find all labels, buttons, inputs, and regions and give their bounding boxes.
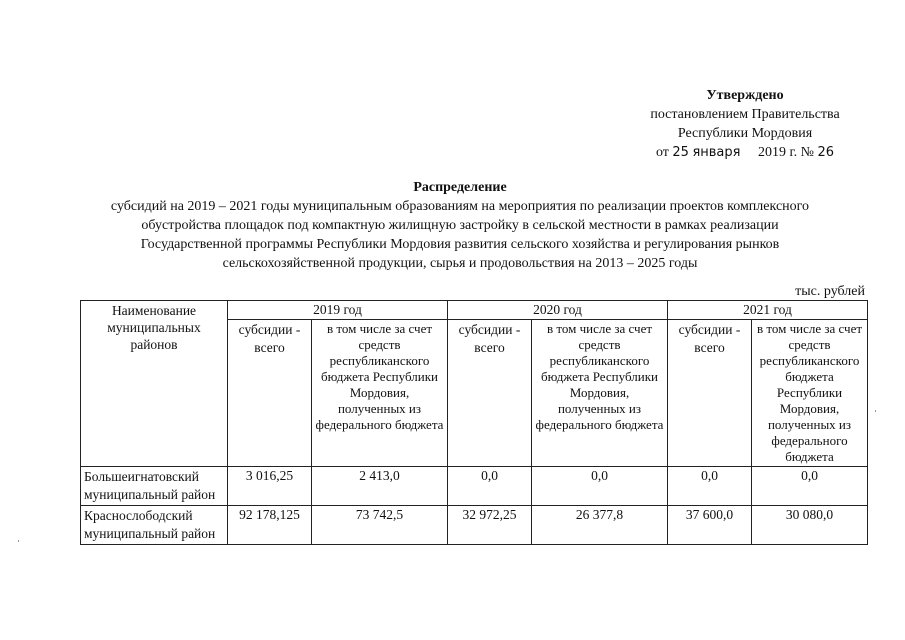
value-cell: 0,0 <box>448 467 532 506</box>
header-federal-share: в том числе за счет средств республиканского бюджета Республики Мордовия, полученных из федерального бюджета <box>752 320 868 467</box>
document-title <box>60 178 860 273</box>
approval-block <box>600 86 890 162</box>
header-federal-share: в том числе за счет средств республиканского бюджета Республики Мордовия, полученных из федерального бюджета <box>532 320 668 467</box>
value-cell: 37 600,0 <box>668 506 752 545</box>
header-year-2020: 2020 год <box>448 301 668 320</box>
table-row <box>81 506 868 545</box>
units-label: тыс. рублей <box>795 284 865 299</box>
distribution-table <box>80 300 868 545</box>
table-header-years <box>81 301 868 320</box>
value-cell: 3 016,25 <box>228 467 312 506</box>
value-cell: 30 080,0 <box>752 506 868 545</box>
value-cell: 0,0 <box>532 467 668 506</box>
header-year-2019: 2019 год <box>228 301 448 320</box>
value-cell: 0,0 <box>752 467 868 506</box>
approval-line-republic: Республики Мордовия <box>677 126 813 141</box>
title-line-2: обустройства площадок под компактную жилищную застройку в сельской местности в рамках реализации <box>141 218 779 233</box>
value-cell: 26 377,8 <box>532 506 668 545</box>
header-subsidy-total: субсидии - всего <box>668 320 752 467</box>
district-name: Большеигнатовский муниципальный район <box>81 467 228 506</box>
title-heading: Распределение <box>413 180 507 195</box>
header-subsidy-total: субсидии - всего <box>228 320 312 467</box>
table-row <box>81 467 868 506</box>
header-subsidy-total: субсидии - всего <box>448 320 532 467</box>
value-cell: 73 742,5 <box>312 506 448 545</box>
approval-heading: Утверждено <box>706 88 784 103</box>
date-day: 25 <box>672 145 689 160</box>
scan-speck <box>18 540 19 542</box>
date-year-number-label: 2019 г. № <box>757 145 814 160</box>
header-district-name: Наименование муниципальных районов <box>81 301 228 467</box>
value-cell: 92 178,125 <box>228 506 312 545</box>
date-prefix: от <box>655 145 669 160</box>
date-month: января <box>692 145 741 160</box>
value-cell: 2 413,0 <box>312 467 448 506</box>
title-line-1: субсидий на 2019 – 2021 годы муниципальным образованиям на мероприятия по реализации проектов комплексного <box>110 199 810 214</box>
title-line-3: Государственной программы Республики Мордовия развития сельского хозяйства и регулирования рынков <box>140 237 780 252</box>
approval-date-line <box>600 143 890 162</box>
approval-line-resolution: постановлением Правительства <box>650 107 840 122</box>
value-cell: 0,0 <box>668 467 752 506</box>
document-number: 26 <box>817 145 835 160</box>
district-name: Краснослободский муниципальный район <box>81 506 228 545</box>
title-line-4: сельскохозяйственной продукции, сырья и продовольствия на 2013 – 2025 годы <box>222 256 698 271</box>
header-federal-share: в том числе за счет средств республиканского бюджета Республики Мордовия, полученных из федерального бюджета <box>312 320 448 467</box>
header-year-2021: 2021 год <box>668 301 868 320</box>
value-cell: 32 972,25 <box>448 506 532 545</box>
scan-speck <box>875 410 876 412</box>
